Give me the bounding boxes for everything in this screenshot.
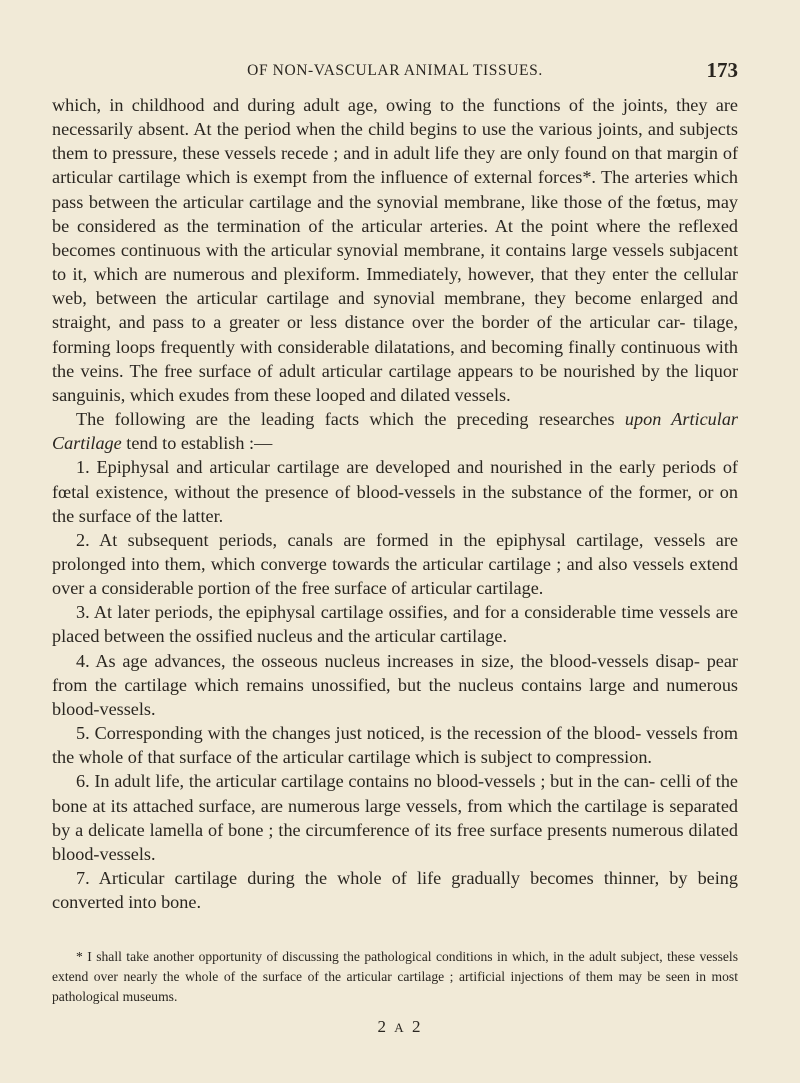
intro-tail: tend to establish :— xyxy=(121,433,273,454)
paragraph-intro xyxy=(52,407,738,455)
running-title: OF NON-VASCULAR ANIMAL TISSUES. xyxy=(247,62,543,79)
intro-lead: The following are the leading facts which the preceding researches xyxy=(76,409,625,430)
page-number: 173 xyxy=(706,58,738,82)
signature-left: 2 xyxy=(377,1017,389,1036)
intro-italic: upon Articular Cartilage xyxy=(52,409,738,454)
running-header xyxy=(52,58,738,86)
footnote xyxy=(52,947,738,1007)
paragraph-continuation: which, in childhood and during adult age, owing to the functions of the joints, they are necessarily absent. At the period when the child begins to use the various joints, and subjects them to pressure, these vessels recede ; and in adult life they are only found on that margin of articular cartilage which is exempt from the influence of external forces*. The arteries which pass between the articular cartilage and the synovial membrane, like those of the fœtus, may be considered as the termination of the articular arteries. At the point where the reflexed becomes continuous with the articular synovial membrane, it contains large vessels subjacent to it, which are numerous and plexiform. Immediately, however, that they enter the cellular web, between the articular cartilage and synovial membrane, they become enlarged and straight, and pass to a greater or less distance over the border of the articular car- tilage, forming loops frequently with considerable dilatations, and becoming finally continuous with the veins. The free surface of adult articular cartilage appears to be nourished by the liquor sanguinis, which exudes from these looped and dilated vessels. xyxy=(52,95,738,405)
list-item: 6. In adult life, the articular cartilage contains no blood-vessels ; but in the can- celli of the bone at its attached surface, are numerous large vessels, from which the cartilage is separated by a delicate lamella of bone ; the circumference of its free surface presents numerous dilated blood-vessels. xyxy=(52,771,738,864)
list-item: 4. As age advances, the osseous nucleus increases in size, the blood-vessels disap- pear from the cartilage which remains unossified, but the nucleus contains large and numerous blood-vessels. xyxy=(52,650,738,719)
list-item: 7. Articular cartilage during the whole of life gradually becomes thinner, by being converted into bone. xyxy=(52,868,738,913)
body-text xyxy=(52,93,738,914)
list-item: 5. Corresponding with the changes just noticed, is the recession of the blood- vessels from the whole of that surface of the articular cartilage which is subject to compression. xyxy=(52,723,738,768)
signature-right: 2 xyxy=(411,1017,423,1036)
signature-mid: A xyxy=(394,1020,406,1035)
signature-mark xyxy=(0,1017,800,1037)
list-item: 1. Epiphysal and articular cartilage are developed and nourished in the early periods of fœtal existence, without the presence of blood-vessels in the substance of the former, or on the surface of the latter. xyxy=(52,457,738,526)
list-item: 2. At subsequent periods, canals are formed in the epiphysal cartilage, vessels are prolonged into them, which converge towards the articular cartilage ; and also vessels extend over a considerable portion of the free surface of articular cartilage. xyxy=(52,529,738,599)
list-item: 3. At later periods, the epiphysal cartilage ossifies, and for a considerable time vessels are placed between the ossified nucleus and the articular cartilage. xyxy=(52,602,738,647)
footnote-text: * I shall take another opportunity of discussing the pathological conditions in which, in the adult subject, these vessels extend over nearly the whole of the surface of the articular cartilage ; artificial injections of them may be seen in most pathological museums. xyxy=(52,949,738,1004)
